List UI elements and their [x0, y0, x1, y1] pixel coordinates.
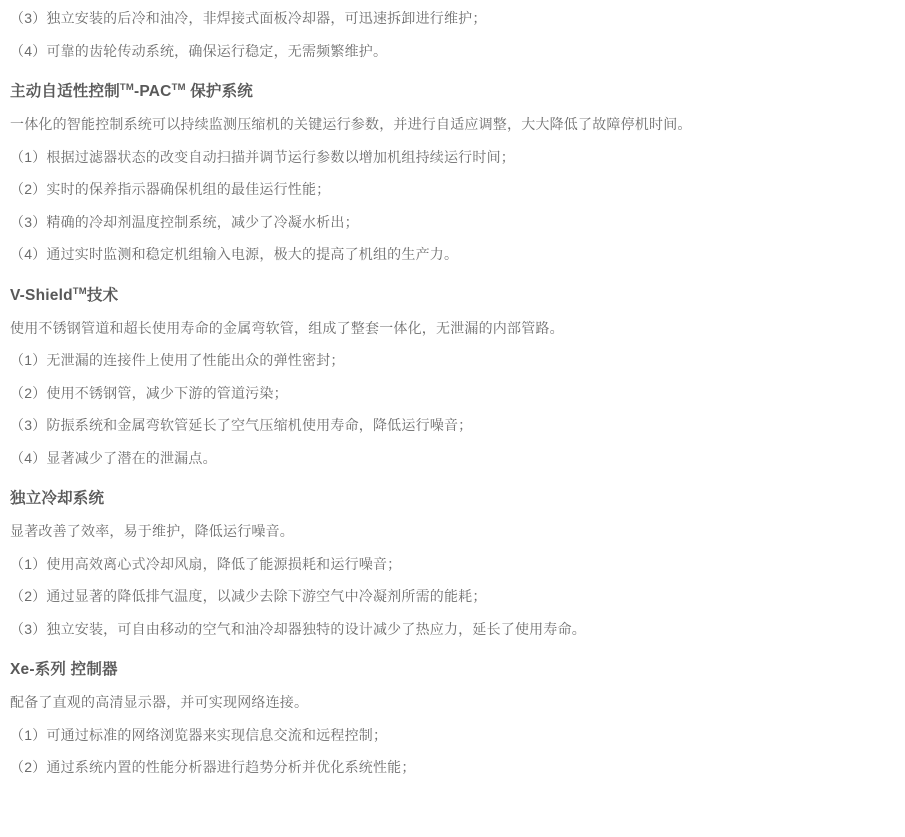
feature-item: （1）无泄漏的连接件上使用了性能出众的弹性密封；: [10, 352, 345, 368]
feature-item: （1）可通过标准的网络浏览器来实现信息交流和远程控制；: [10, 726, 388, 743]
trademark-superscript: TM: [119, 81, 135, 93]
feature-item: （2）使用不锈钢管，减少下游的管道污染；: [10, 384, 288, 401]
section-heading: [10, 286, 887, 306]
feature-item: （3）独立安装的后冷和油冷，非焊接式面板冷却器，可迅速拆卸进行维护；: [10, 10, 487, 26]
section-v-shield: [10, 286, 887, 469]
section-gear-drive: [10, 9, 887, 61]
feature-item: （1）根据过滤器状态的改变自动扫描并调节运行参数以增加机组持续运行时间；: [10, 148, 515, 165]
section-pac-protection: [10, 82, 887, 265]
section-intro: 配备了直观的高清显示器，并可实现网络连接。: [10, 694, 309, 710]
feature-item: （4）显著减少了潜在的泄漏点。: [10, 449, 217, 466]
heading-text: 主动自适性控制: [10, 83, 120, 100]
section-heading: [10, 82, 887, 102]
feature-item: （2）通过系统内置的性能分析器进行趋势分析并优化系统性能；: [10, 759, 416, 775]
heading-text: -PAC: [134, 83, 172, 100]
section-heading: [10, 660, 887, 680]
feature-item: （2）实时的保养指示器确保机组的最佳运行性能；: [10, 181, 331, 197]
feature-item: （3）防振系统和金属弯软管延长了空气压缩机使用寿命，降低运行噪音；: [10, 417, 473, 433]
heading-text: 保护系统: [185, 83, 254, 100]
heading-text: 技术: [86, 286, 119, 304]
feature-item: （2）通过显著的降低排气温度，以减少去除下游空气中冷凝剂所需的能耗；: [10, 588, 487, 604]
feature-item: （3）精确的冷却剂温度控制系统，减少了冷凝水析出；: [10, 213, 359, 230]
heading-text: Xe-系列 控制器: [10, 661, 118, 678]
trademark-superscript: TM: [171, 81, 186, 93]
feature-item: （1）使用高效离心式冷却风扇，降低了能源损耗和运行噪音；: [10, 555, 402, 572]
section-independent-cooling: [10, 489, 887, 639]
trademark-superscript: TM: [72, 285, 87, 297]
section-xe-controller: [10, 660, 887, 778]
section-heading: [10, 489, 887, 509]
feature-item: （4）通过实时监测和稳定机组输入电源，极大的提高了机组的生产力。: [10, 246, 459, 262]
feature-item: （4）可靠的齿轮传动系统，确保运行稳定，无需频繁维护。: [10, 42, 388, 59]
section-intro: 一体化的智能控制系统可以持续监测压缩机的关键运行参数，并进行自适应调整，大大降低了故障停机时间。: [10, 116, 692, 132]
section-intro: 显著改善了效率，易于维护，降低运行噪音。: [10, 523, 294, 539]
feature-item: （3）独立安装，可自由移动的空气和油冷却器独特的设计减少了热应力，延长了使用寿命。: [10, 620, 586, 637]
heading-text: V-Shield: [10, 286, 73, 304]
section-intro: 使用不锈钢管道和超长使用寿命的金属弯软管，组成了整套一体化，无泄漏的内部管路。: [10, 319, 564, 336]
heading-text: 独立冷却系统: [10, 490, 105, 507]
